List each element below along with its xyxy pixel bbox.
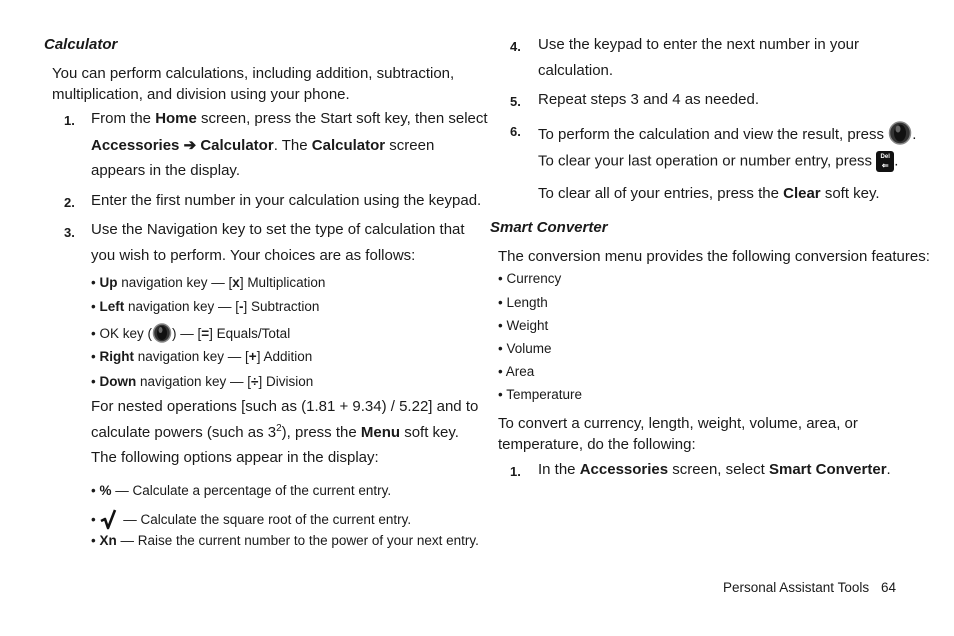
- nav-item-ok: • OK key ( ) — [=] Equals/Total: [91, 323, 290, 346]
- step6-line2: To clear your last operation or number entry, press Del ⇐ .: [538, 152, 899, 170]
- feature-label: Weight: [506, 318, 549, 333]
- text: ] Equals/Total: [209, 326, 291, 342]
- step-number: 5.: [510, 94, 521, 109]
- calculator-intro-line1: You can perform calculations, including addition, subtraction,: [52, 65, 455, 82]
- feature-label: Currency: [506, 271, 562, 286]
- convert-line1: To convert a currency, length, weight, volume, area, or: [498, 415, 858, 432]
- text: To clear your last operation or number entry, press: [538, 152, 873, 170]
- text: soft key.: [400, 424, 459, 441]
- text: — Calculate a percentage of the current entry.: [111, 483, 392, 498]
- footer-section-title: Personal Assistant Tools: [723, 580, 870, 595]
- symbol: ÷: [251, 374, 259, 389]
- step6-line1: To perform the calculation and view the result, press .: [538, 121, 916, 149]
- step-number: 1.: [510, 464, 521, 479]
- text: — Calculate the square root of the current entry.: [119, 512, 412, 528]
- arrow-icon: ➔: [183, 137, 197, 154]
- feature-item: • Currency: [498, 271, 562, 286]
- nav-item-left: • Left navigation key — [-] Subtraction: [91, 299, 320, 314]
- text: navigation key — [: [133, 349, 249, 364]
- option-sqrt: • — Calculate the square root of the current entry.: [91, 507, 411, 534]
- square-root-icon: [99, 507, 119, 534]
- key-label: Down: [99, 374, 137, 389]
- step-number: 3.: [64, 225, 75, 240]
- key-label: Xn: [99, 533, 117, 548]
- feature-item: • Length: [498, 295, 548, 310]
- text: ), press the: [281, 424, 361, 441]
- nested-line2: [91, 423, 459, 441]
- nav-item-up: • Up navigation key — [x] Multiplication: [91, 275, 326, 290]
- calculator-label: Calculator: [311, 137, 386, 154]
- feature-item: • Weight: [498, 318, 549, 333]
- key-label: %: [99, 483, 112, 498]
- text: To perform the calculation and view the result, press: [538, 125, 885, 143]
- superscript: 2: [276, 423, 282, 434]
- step-number: 1.: [64, 113, 75, 128]
- ok-key-icon: [152, 323, 172, 346]
- calculator-label: Calculator: [200, 137, 274, 154]
- calculator-heading: Calculator: [44, 36, 118, 53]
- calculator-intro-line2: multiplication, and division using your phone.: [52, 86, 350, 103]
- home-label: Home: [155, 110, 197, 127]
- step6-line3: [538, 185, 880, 202]
- symbol: =: [201, 326, 210, 342]
- step-number: 6.: [510, 124, 521, 139]
- text: soft key.: [820, 185, 880, 202]
- convert-line2: temperature, do the following:: [498, 436, 696, 453]
- smart-converter-heading: Smart Converter: [490, 219, 608, 236]
- feature-label: Temperature: [506, 387, 583, 402]
- text: — Raise the current number to the power of your next entry.: [116, 533, 479, 548]
- accessories-label: Accessories: [579, 461, 669, 478]
- step1-line2: [91, 136, 434, 154]
- key-label: Right: [99, 349, 134, 364]
- feature-item: • Temperature: [498, 387, 583, 402]
- text: ] Multiplication: [239, 275, 326, 290]
- text: ] Division: [258, 374, 314, 389]
- feature-label: Area: [505, 364, 535, 379]
- text: In the: [538, 461, 580, 478]
- step3-line1: Use the Navigation key to set the type of calculation that: [91, 221, 465, 238]
- key-label: Left: [99, 299, 125, 314]
- smart-converter-label: Smart Converter: [769, 461, 887, 478]
- feature-item: • Volume: [498, 341, 552, 356]
- symbol: x: [232, 275, 240, 290]
- nested-line1: For nested operations [such as (1.81 + 9.34) / 5.22] and to: [91, 398, 479, 415]
- text: screen: [385, 137, 435, 154]
- nav-item-down: • Down navigation key — [÷] Division: [91, 374, 314, 389]
- text: navigation key — [: [117, 275, 233, 290]
- text: screen, select: [668, 461, 769, 478]
- symbol: -: [239, 299, 244, 314]
- text: OK key (: [99, 326, 152, 342]
- step-number: 2.: [64, 195, 75, 210]
- clear-key-icon: Del ⇐: [876, 151, 894, 172]
- symbol: +: [248, 349, 257, 364]
- step1-line1: [91, 110, 488, 127]
- feature-item: • Area: [498, 364, 535, 379]
- step4-line2: calculation.: [538, 62, 614, 79]
- menu-label: Menu: [360, 424, 401, 441]
- text: ) — [: [172, 326, 202, 342]
- feature-label: Length: [506, 295, 548, 310]
- text: To clear all of your entries, press the: [538, 185, 784, 202]
- sc-step1: [538, 461, 891, 478]
- step3-line2: you wish to perform. Your choices are as follows:: [91, 247, 416, 264]
- text: .: [886, 461, 891, 478]
- step5-text: Repeat steps 3 and 4 as needed.: [538, 91, 760, 108]
- step1-line3: appears in the display.: [91, 162, 240, 179]
- ok-key-icon: [888, 121, 912, 149]
- text: navigation key — [: [124, 299, 240, 314]
- step-number: 4.: [510, 39, 521, 54]
- clear-label: Clear: [783, 185, 821, 202]
- step4-line1: Use the keypad to enter the next number in your: [538, 36, 860, 53]
- text: From the: [91, 110, 156, 127]
- text: ] Subtraction: [243, 299, 320, 314]
- accessories-label: Accessories: [91, 137, 180, 154]
- step2-text: Enter the first number in your calculation using the keypad.: [91, 192, 482, 209]
- text: screen, press the Start soft key, then select: [196, 110, 488, 127]
- key-label: Up: [99, 275, 118, 290]
- nested-line3: The following options appear in the display:: [91, 449, 379, 466]
- page-number: 64: [881, 580, 897, 595]
- converter-intro: The conversion menu provides the following conversion features:: [498, 248, 930, 265]
- feature-label: Volume: [506, 341, 552, 356]
- text: ] Addition: [256, 349, 313, 364]
- option-percent: • % — Calculate a percentage of the current entry.: [91, 483, 392, 498]
- nav-item-right: • Right navigation key — [+] Addition: [91, 349, 313, 364]
- text: . The: [273, 137, 312, 154]
- text: calculate powers (such as 3: [91, 424, 277, 441]
- option-xn: • Xn — Raise the current number to the power of your next entry.: [91, 533, 479, 548]
- text: navigation key — [: [136, 374, 252, 389]
